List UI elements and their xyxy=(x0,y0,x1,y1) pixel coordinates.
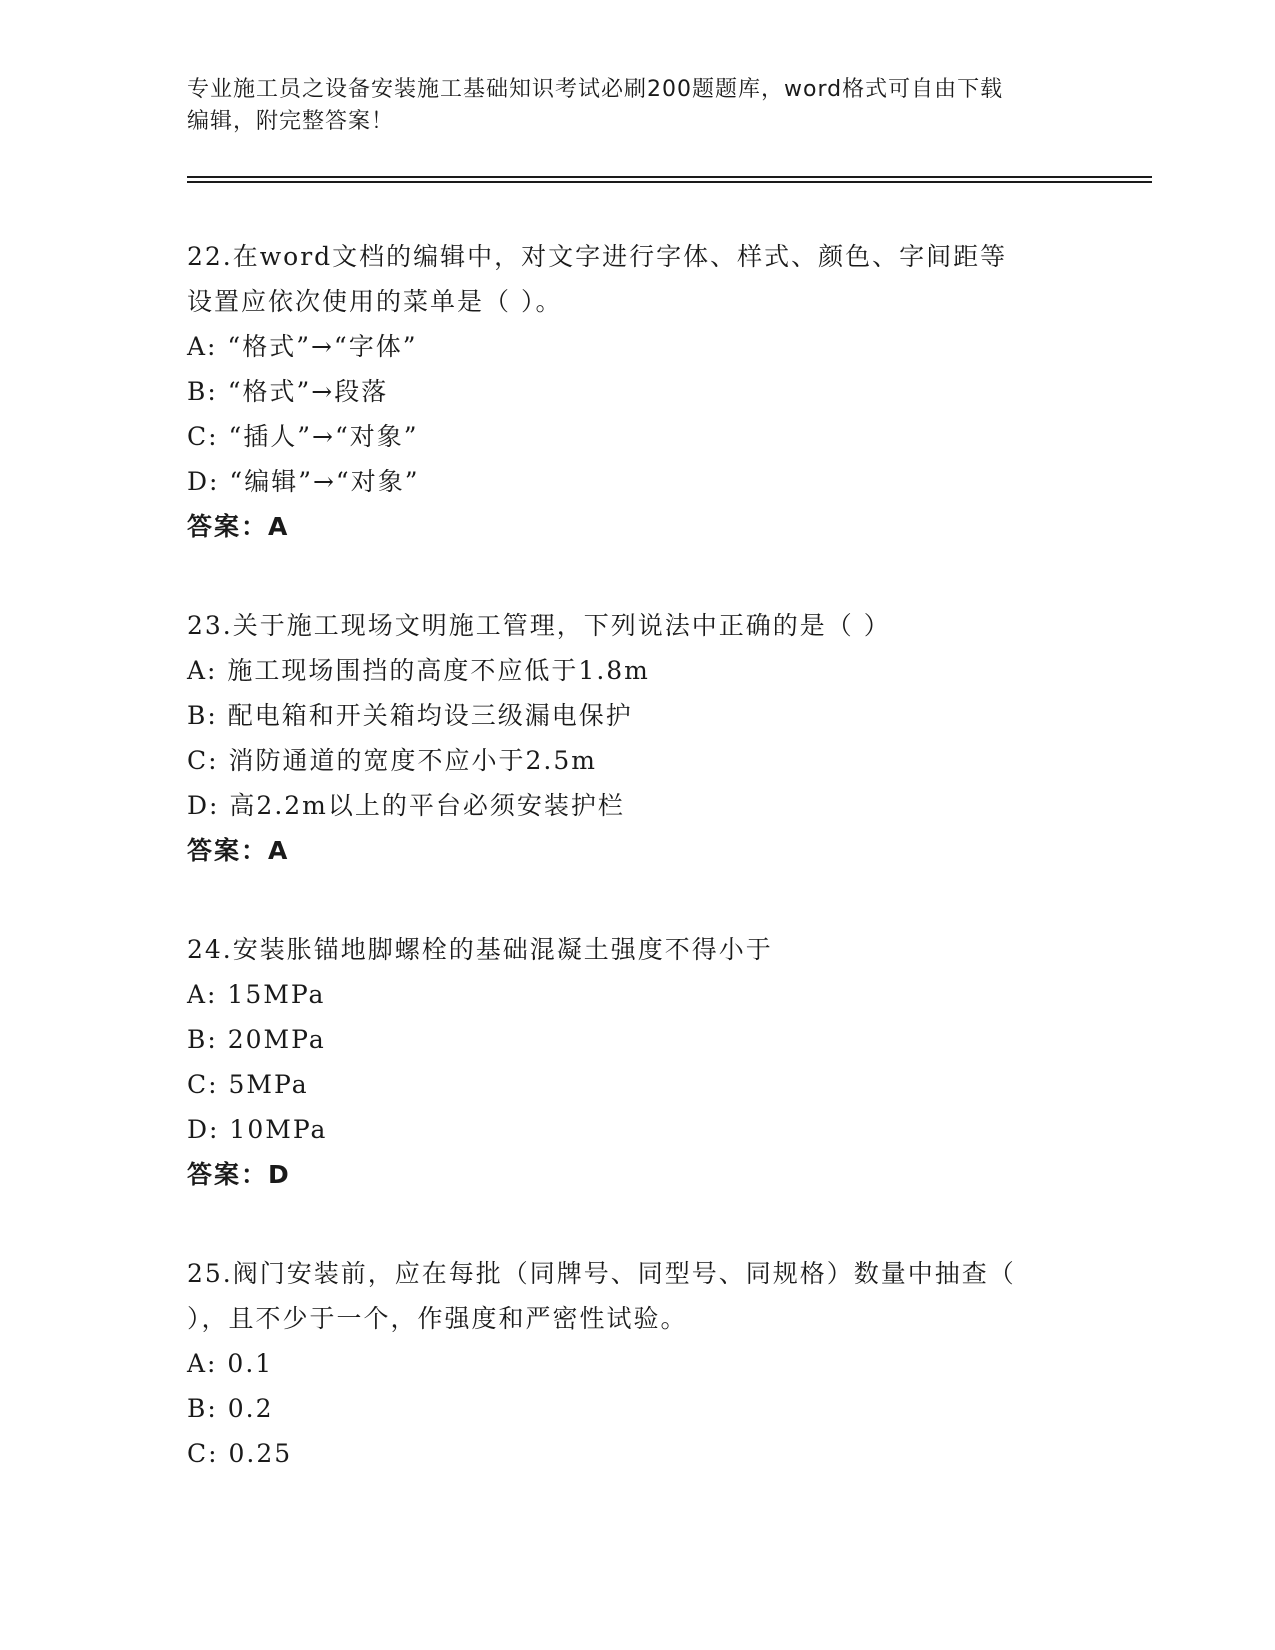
question-25 xyxy=(187,1251,1087,1476)
option-a: A: 0.1 xyxy=(187,1349,274,1378)
option-b: B: 20MPa xyxy=(187,1025,326,1054)
question-stem-line-1: 25.阀门安装前，应在每批（同牌号、同型号、同规格）数量中抽查（ xyxy=(187,1259,1016,1288)
header-divider-bottom xyxy=(187,181,1152,183)
option-c: C: “插人”→“对象” xyxy=(187,422,419,451)
answer-label: 答案：D xyxy=(187,1160,291,1189)
question-stem xyxy=(187,234,1087,324)
question-24 xyxy=(187,927,1087,1197)
question-stem-line-1: 24.安装胀锚地脚螺栓的基础混凝土强度不得小于 xyxy=(187,935,773,964)
question-23 xyxy=(187,603,1087,873)
question-list xyxy=(187,234,1087,1530)
option-d: D: 高2.2m以上的平台必须安装护栏 xyxy=(187,791,625,820)
option-c: C: 0.25 xyxy=(187,1439,293,1468)
question-22 xyxy=(187,234,1087,549)
question-stem-line-1: 23.关于施工现场文明施工管理，下列说法中正确的是（ ） xyxy=(187,611,891,640)
header-line-1: 专业施工员之设备安装施工基础知识考试必刷200题题库，word格式可自由下载 xyxy=(187,77,1004,102)
option-b: B: 0.2 xyxy=(187,1394,274,1423)
option-c: C: 5MPa xyxy=(187,1070,309,1099)
option-c: C: 消防通道的宽度不应小于2.5m xyxy=(187,746,597,775)
option-b: B: “格式”→段落 xyxy=(187,377,389,406)
document-header xyxy=(187,74,1087,138)
header-divider-top xyxy=(187,176,1152,178)
question-stem-line-2: ），且不少于一个，作强度和严密性试验。 xyxy=(187,1304,688,1333)
header-line-2: 编辑，附完整答案！ xyxy=(187,109,395,134)
option-d: D: 10MPa xyxy=(187,1115,328,1144)
answer-label: 答案：A xyxy=(187,512,290,541)
option-a: A: 施工现场围挡的高度不应低于1.8m xyxy=(187,656,650,685)
question-stem xyxy=(187,927,1087,972)
option-b: B: 配电箱和开关箱均设三级漏电保护 xyxy=(187,701,633,730)
option-a: A: “格式”→“字体” xyxy=(187,332,418,361)
question-stem-line-1: 22.在word文档的编辑中，对文字进行字体、样式、颜色、字间距等 xyxy=(187,242,1008,271)
option-a: A: 15MPa xyxy=(187,980,326,1009)
question-stem xyxy=(187,1251,1087,1341)
answer-label: 答案：A xyxy=(187,836,290,865)
question-stem xyxy=(187,603,1087,648)
option-d: D: “编辑”→“对象” xyxy=(187,467,420,496)
question-stem-line-2: 设置应依次使用的菜单是（ ）。 xyxy=(187,287,563,316)
